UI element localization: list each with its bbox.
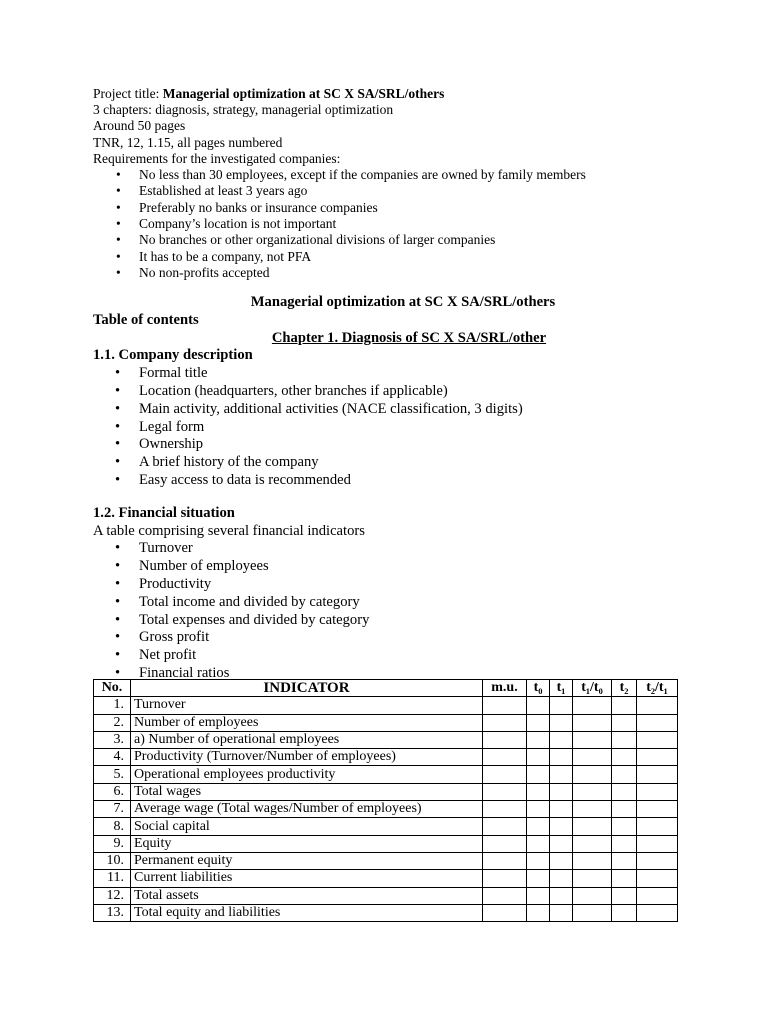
indicators-table xyxy=(93,679,678,922)
empty-cell-t2-t1 xyxy=(637,852,678,869)
empty-cell-t1 xyxy=(550,801,573,818)
list-item: • Formal title xyxy=(93,365,693,383)
project-title-line xyxy=(93,86,713,102)
table-row xyxy=(94,714,678,731)
empty-cell-t2 xyxy=(612,714,637,731)
row-number: 3. xyxy=(94,731,131,748)
row-indicator: Average wage (Total wages/Number of employees) xyxy=(131,801,483,818)
empty-cell-t1-t0 xyxy=(573,783,612,800)
col-header-indicator: INDICATOR xyxy=(131,680,483,697)
list-item: • It has to be a company, not PFA xyxy=(93,249,713,265)
table-body xyxy=(94,697,678,922)
empty-cell-mu xyxy=(483,766,527,783)
empty-cell-t0 xyxy=(527,870,550,887)
table-row xyxy=(94,852,678,869)
empty-cell-t2-t1 xyxy=(637,766,678,783)
empty-cell-t2-t1 xyxy=(637,870,678,887)
empty-cell-t0 xyxy=(527,801,550,818)
empty-cell-t2 xyxy=(612,766,637,783)
row-number: 6. xyxy=(94,783,131,800)
empty-cell-t2 xyxy=(612,904,637,921)
empty-cell-t0 xyxy=(527,818,550,835)
row-indicator: Equity xyxy=(131,835,483,852)
empty-cell-t1 xyxy=(550,904,573,921)
table-row xyxy=(94,766,678,783)
empty-cell-t0 xyxy=(527,887,550,904)
list-item: • No non-profits accepted xyxy=(93,265,713,281)
empty-cell-t0 xyxy=(527,714,550,731)
row-number: 5. xyxy=(94,766,131,783)
empty-cell-t0 xyxy=(527,783,550,800)
empty-cell-t2 xyxy=(612,870,637,887)
table-row xyxy=(94,731,678,748)
empty-cell-t2-t1 xyxy=(637,714,678,731)
section-1-2-heading: 1.2. Financial situation xyxy=(93,504,235,521)
empty-cell-t0 xyxy=(527,835,550,852)
empty-cell-t2 xyxy=(612,697,637,714)
empty-cell-mu xyxy=(483,887,527,904)
empty-cell-mu xyxy=(483,904,527,921)
list-item: • Total expenses and divided by category xyxy=(93,612,693,630)
row-indicator: Social capital xyxy=(131,818,483,835)
empty-cell-t1-t0 xyxy=(573,749,612,766)
empty-cell-t0 xyxy=(527,904,550,921)
empty-cell-mu xyxy=(483,818,527,835)
row-number: 1. xyxy=(94,697,131,714)
section-spacer xyxy=(93,490,693,505)
empty-cell-t2-t1 xyxy=(637,801,678,818)
table-row xyxy=(94,697,678,714)
empty-cell-t2 xyxy=(612,749,637,766)
empty-cell-t0 xyxy=(527,697,550,714)
col-header-t0: t₀ xyxy=(527,680,550,697)
list-item: • Company’s location is not important xyxy=(93,216,713,232)
empty-cell-t0 xyxy=(527,766,550,783)
row-indicator: Total assets xyxy=(131,887,483,904)
project-header xyxy=(93,86,713,281)
table-row xyxy=(94,835,678,852)
empty-cell-t2-t1 xyxy=(637,835,678,852)
table-row xyxy=(94,818,678,835)
empty-cell-t1 xyxy=(550,714,573,731)
empty-cell-t1 xyxy=(550,835,573,852)
table-row xyxy=(94,904,678,921)
empty-cell-t1-t0 xyxy=(573,731,612,748)
list-item: • Financial ratios xyxy=(93,665,693,683)
empty-cell-t1-t0 xyxy=(573,870,612,887)
list-item: • Total income and divided by category xyxy=(93,594,693,612)
row-number: 9. xyxy=(94,835,131,852)
empty-cell-t1 xyxy=(550,852,573,869)
row-number: 2. xyxy=(94,714,131,731)
empty-cell-mu xyxy=(483,835,527,852)
col-header-t1-t0: t₁/t₀ xyxy=(573,680,612,697)
col-header-mu: m.u. xyxy=(483,680,527,697)
list-item: • Main activity, additional activities (NACE classification, 3 digits) xyxy=(93,401,693,419)
list-item: • Net profit xyxy=(93,647,693,665)
row-indicator: Permanent equity xyxy=(131,852,483,869)
col-header-t1: t₁ xyxy=(550,680,573,697)
empty-cell-t2-t1 xyxy=(637,749,678,766)
empty-cell-t1-t0 xyxy=(573,818,612,835)
main-title: Managerial optimization at SC X SA/SRL/others xyxy=(250,294,556,310)
document-body xyxy=(93,294,693,683)
row-number: 11. xyxy=(94,870,131,887)
chapter-title: Chapter 1. Diagnosis of SC X SA/SRL/other xyxy=(271,329,547,346)
row-number: 12. xyxy=(94,887,131,904)
empty-cell-mu xyxy=(483,783,527,800)
empty-cell-t2-t1 xyxy=(637,697,678,714)
section-1-2-intro: A table comprising several financial indicators xyxy=(93,522,365,539)
list-item: • Preferably no banks or insurance companies xyxy=(93,200,713,216)
row-number: 7. xyxy=(94,801,131,818)
empty-cell-t0 xyxy=(527,852,550,869)
row-indicator: Total wages xyxy=(131,783,483,800)
list-item: • Ownership xyxy=(93,436,693,454)
table-row xyxy=(94,870,678,887)
toc-label: Table of contents xyxy=(93,311,199,328)
col-header-t2: t₂ xyxy=(612,680,637,697)
table-row xyxy=(94,887,678,904)
requirements-list xyxy=(93,167,713,281)
list-item: • Turnover xyxy=(93,540,693,558)
list-item: • No branches or other organizational divisions of larger companies xyxy=(93,232,713,248)
empty-cell-t2 xyxy=(612,852,637,869)
empty-cell-t1 xyxy=(550,818,573,835)
project-title-label: Project title: xyxy=(93,86,163,101)
empty-cell-t1 xyxy=(550,731,573,748)
row-indicator: Productivity (Turnover/Number of employees) xyxy=(131,749,483,766)
empty-cell-t0 xyxy=(527,749,550,766)
list-item: • Number of employees xyxy=(93,558,693,576)
empty-cell-t1-t0 xyxy=(573,887,612,904)
financial-situation-list xyxy=(93,540,693,682)
empty-cell-t2 xyxy=(612,818,637,835)
empty-cell-t2-t1 xyxy=(637,818,678,835)
row-number: 4. xyxy=(94,749,131,766)
empty-cell-t2-t1 xyxy=(637,887,678,904)
row-indicator: Operational employees productivity xyxy=(131,766,483,783)
row-number: 10. xyxy=(94,852,131,869)
list-item: • Location (headquarters, other branches if applicable) xyxy=(93,383,693,401)
empty-cell-mu xyxy=(483,852,527,869)
empty-cell-t1-t0 xyxy=(573,766,612,783)
empty-cell-mu xyxy=(483,714,527,731)
table-row xyxy=(94,749,678,766)
table-header-row xyxy=(94,680,678,697)
table-row xyxy=(94,801,678,818)
empty-cell-mu xyxy=(483,697,527,714)
empty-cell-t1 xyxy=(550,783,573,800)
row-indicator: a) Number of operational employees xyxy=(131,731,483,748)
empty-cell-mu xyxy=(483,801,527,818)
list-item: • Established at least 3 years ago xyxy=(93,183,713,199)
empty-cell-t1-t0 xyxy=(573,835,612,852)
empty-cell-t1 xyxy=(550,749,573,766)
list-item: • A brief history of the company xyxy=(93,454,693,472)
empty-cell-t1-t0 xyxy=(573,852,612,869)
list-item: • Easy access to data is recommended xyxy=(93,472,693,490)
row-indicator: Current liabilities xyxy=(131,870,483,887)
empty-cell-t2-t1 xyxy=(637,731,678,748)
empty-cell-t1-t0 xyxy=(573,904,612,921)
row-number: 13. xyxy=(94,904,131,921)
empty-cell-t2 xyxy=(612,801,637,818)
project-title-value: Managerial optimization at SC X SA/SRL/others xyxy=(162,86,445,101)
table-row xyxy=(94,783,678,800)
row-number: 8. xyxy=(94,818,131,835)
list-item: • No less than 30 employees, except if the companies are owned by family members xyxy=(93,167,713,183)
section-1-1-heading: 1.1. Company description xyxy=(93,347,253,364)
row-indicator: Number of employees xyxy=(131,714,483,731)
empty-cell-mu xyxy=(483,870,527,887)
empty-cell-mu xyxy=(483,749,527,766)
row-indicator: Total equity and liabilities xyxy=(131,904,483,921)
empty-cell-t1-t0 xyxy=(573,697,612,714)
list-item: • Gross profit xyxy=(93,629,693,647)
empty-cell-t1-t0 xyxy=(573,714,612,731)
empty-cell-t2 xyxy=(612,887,637,904)
pages-line: Around 50 pages xyxy=(93,118,186,134)
empty-cell-t1 xyxy=(550,766,573,783)
company-description-list xyxy=(93,365,693,490)
empty-cell-t1 xyxy=(550,870,573,887)
empty-cell-t0 xyxy=(527,731,550,748)
requirements-heading: Requirements for the investigated companies: xyxy=(93,150,341,166)
empty-cell-mu xyxy=(483,731,527,748)
empty-cell-t2-t1 xyxy=(637,783,678,800)
empty-cell-t2-t1 xyxy=(637,904,678,921)
empty-cell-t2 xyxy=(612,835,637,852)
row-indicator: Turnover xyxy=(131,697,483,714)
list-item: • Legal form xyxy=(93,419,693,437)
empty-cell-t2 xyxy=(612,731,637,748)
empty-cell-t1-t0 xyxy=(573,801,612,818)
list-item: • Productivity xyxy=(93,576,693,594)
col-header-t2-t1: t₂/t₁ xyxy=(637,680,678,697)
chapters-line: 3 chapters: diagnosis, strategy, managerial optimization xyxy=(93,102,394,118)
col-header-no: No. xyxy=(94,680,131,697)
empty-cell-t2 xyxy=(612,783,637,800)
empty-cell-t1 xyxy=(550,887,573,904)
empty-cell-t1 xyxy=(550,697,573,714)
format-line: TNR, 12, 1.15, all pages numbered xyxy=(93,134,283,150)
